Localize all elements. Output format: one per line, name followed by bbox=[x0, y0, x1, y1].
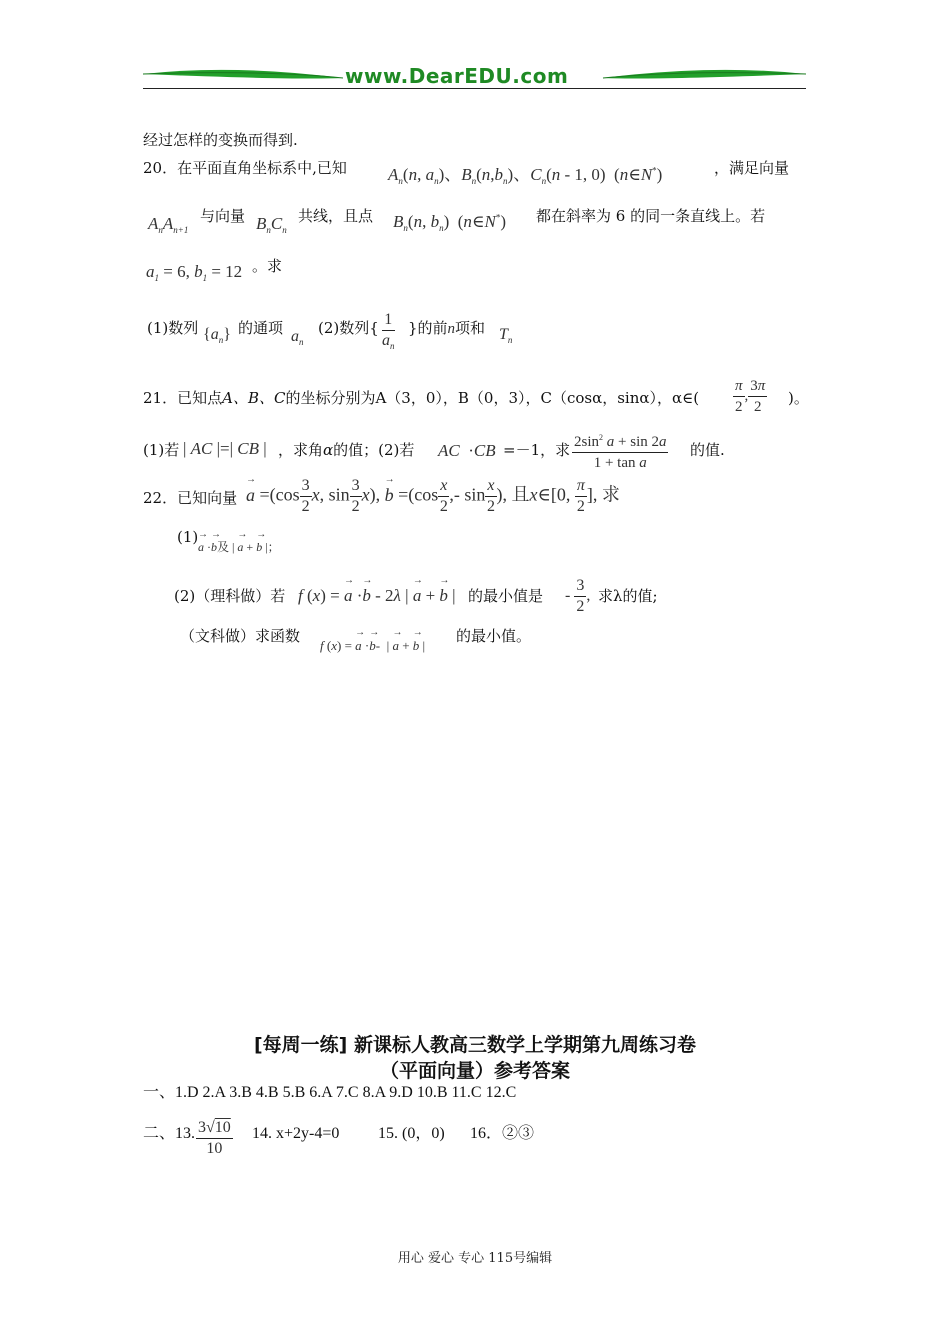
answers-fill-label: 二、13. bbox=[143, 1125, 196, 1142]
q22-part2-text: 的最小值是 bbox=[468, 587, 544, 605]
q20-part2-text: }的前n项和 bbox=[408, 319, 486, 337]
header-logo bbox=[143, 62, 806, 88]
q22-part2-label: (2)（理科做）若 bbox=[174, 587, 286, 605]
q20-part1-text: 的通项 bbox=[238, 319, 284, 337]
q20-seq-an: $\{a_n\}$ bbox=[203, 326, 231, 345]
q22-part1-expr: → a ·→ b及 | → a + → b |； bbox=[198, 538, 280, 555]
answers-multiple-choice: 一、1.D 2.A 3.B 4.B 5.B 6.A 7.C 8.A 9.D 10.B 11.C 12.C bbox=[143, 1084, 517, 1101]
q20-text-2: ，满足向量 bbox=[714, 159, 790, 177]
answer-15: 15. (0，0) bbox=[378, 1125, 445, 1142]
q20-text-3: 与向量 bbox=[200, 207, 246, 225]
q22-part1-label: (1) bbox=[177, 528, 199, 546]
q21-line2-end: 的值. bbox=[690, 441, 725, 459]
q20-points-formula: $A_n(n$, $a_n$)、$B_n(n,b_n)$、$C_n(n - 1$, 0) (n∈N*) bbox=[388, 165, 663, 186]
q21-line2-text-2: =－1，求 bbox=[503, 441, 571, 459]
answer-16: 16．②③ bbox=[470, 1125, 535, 1142]
q21-interval: $\frac{\pi}{2}$ , $\frac{3\pi}{2}$ bbox=[735, 378, 766, 415]
q20-part2-label: (2)数列{ bbox=[318, 319, 379, 337]
q20-text-1: 在平面直角坐标系中,已知 bbox=[177, 159, 347, 177]
answers-title-line2: （平面向量）参考答案 bbox=[379, 1060, 570, 1082]
q20-point-Bn: $B_n(n$, $b_n$) (n∈N*) bbox=[393, 212, 506, 233]
q22-part3-function: f (x) = → a ·→ b- | → a + → b | bbox=[320, 638, 425, 654]
q20-term-an: $a_n$ bbox=[291, 328, 304, 347]
q20-text-4: 共线，且点 bbox=[298, 207, 374, 225]
q22-part2-function: f (x) = → a ·→ b - 2λ | → a + → b | bbox=[298, 586, 456, 606]
q22-number: 22． bbox=[143, 489, 178, 507]
answers-title-line1: [每周一练] 新课标人教高三数学上学期第九周练习卷 bbox=[254, 1034, 696, 1056]
q21-number: 21． bbox=[143, 389, 178, 407]
q20-line1 bbox=[143, 158, 347, 178]
q20-vector-BnCn: $B_nC_n$ bbox=[256, 214, 287, 235]
q20-initial-values: $a_1 = 6$, $b_1 = 12$ bbox=[146, 262, 243, 283]
q21-fraction-expression: $\frac{2\sin^2 a + \sin 2a}{\text{1 + tan a}}$ bbox=[572, 428, 668, 473]
q20-vector-AnAn1: $A_nA_{n+1}$ bbox=[148, 214, 189, 235]
answer-13-fraction: $\frac{3√10}{10}$ bbox=[198, 1119, 231, 1157]
site-logo-text: www.DearEDU.com bbox=[345, 64, 569, 88]
q21-condition-AC-eq-CB: | AC |=| CB | bbox=[183, 439, 267, 458]
q22-line1: 22．已知向量 bbox=[143, 489, 238, 507]
q20-text-5: 都在斜率为 6 的同一条直线上。若 bbox=[536, 207, 766, 225]
answer-14: 14. x+2y-4=0 bbox=[252, 1125, 340, 1142]
q22-part3-end: 的最小值。 bbox=[456, 627, 532, 645]
q21-dot-AC-CB: AC ·CB bbox=[438, 441, 496, 460]
q20-text-6: 。求 bbox=[252, 257, 283, 275]
q22-vector-definitions: → a =(cos $\frac{3}{2}$ x, sin $\frac{3}{2}$ x), → b =(cos $\frac{x}{2}$ ,- sin $\frac{x}{2}$ ), 且x∈[0, $\frac{\pi}{2}$ ], 求 bbox=[246, 476, 620, 517]
q21-line1-end: )。 bbox=[788, 389, 809, 407]
q21-line1: 21．已知点A、B、C的坐标分别为A（3，0），B（0，3），C（cosα，sinα），α∈( bbox=[143, 389, 700, 407]
page-footer: 用心 爱心 专心 115号编辑 bbox=[397, 1251, 553, 1266]
q21-line2-text: ，求角α的值；(2)若 bbox=[278, 441, 415, 459]
q20-term-Tn: $T_n$ bbox=[499, 326, 513, 345]
q20-part1-label: (1)数列 bbox=[147, 319, 199, 337]
q19-tail: 经过怎样的变换而得到. bbox=[143, 131, 298, 149]
q22-part2-end: 求λ的值; bbox=[598, 587, 658, 605]
q22-part3-label: （文科做）求函数 bbox=[180, 627, 301, 645]
header-rule bbox=[143, 88, 806, 89]
q20-fraction-1-over-an: $\frac{1}{a_n}$ bbox=[382, 311, 395, 351]
q20-number: 20． bbox=[143, 159, 178, 177]
q22-min-value: - $\frac{3}{2}$ , bbox=[565, 577, 591, 615]
q21-part1-label: (1)若 bbox=[143, 441, 180, 459]
